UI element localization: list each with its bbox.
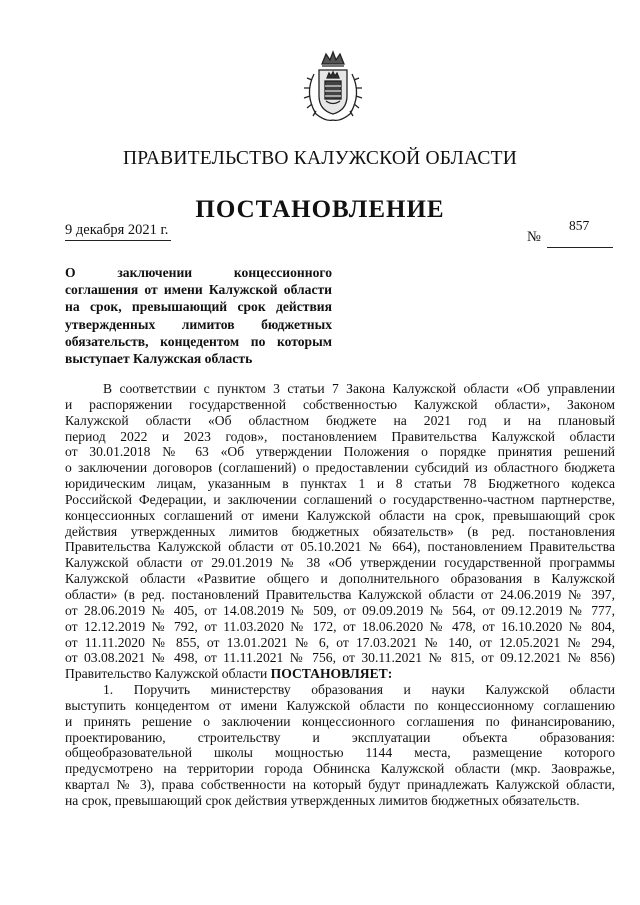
item1-line: проектированию, строительству и эксплуатации объекта образования: [65,729,615,745]
resolve-word: ПОСТАНОВЛЯЕТ: [270,666,393,682]
subject-line: выступает Калужская область [65,351,253,367]
body-line: Правительства Калужской области от 05.10.2021 № 664), постановлением Правительства [65,539,615,555]
document-body [65,381,615,809]
document-subject [65,264,332,367]
item1-line: предусмотрено на территории города Обнинска Калужской области (мкр. Заовражье, [65,761,615,777]
organization-title: ПРАВИТЕЛЬСТВО КАЛУЖСКОЙ ОБЛАСТИ [123,148,517,169]
item1-line: общеобразовательной школы мощностью 1144 места, размещение которого [65,745,615,761]
body-line: от 30.01.2018 № 63 «Об утверждении Положения о порядке принятия решений [65,444,615,460]
body-line: от 11.11.2020 № 855, от 13.01.2021 № 6, от 17.03.2021 № 140, от 12.05.2021 № 294, [65,634,615,650]
body-line: действия утвержденных лимитов бюджетных обязательств» (в ред. постановления [65,523,615,539]
body-line: и распоряжении государственной собственностью Калужской области», Законом [65,396,615,412]
document-number-block [527,218,617,251]
body-line: области» (в ред. постановлений Правительства Калужской области от 24.06.2019 № 397, [65,586,615,602]
subject-line: соглашения от имени Калужской области [65,282,332,298]
resolve-line [65,666,615,682]
date-underline [65,240,171,241]
body-line: Российской Федерации, и заключении соглашений о государственно-частном партнерстве, [65,491,615,507]
number-sign: № [527,229,541,245]
item1-line: квартал № 3), права собственности на который будут принадлежать Калужской области, [65,777,615,793]
item1-line: и принять решение о заключении концессионного соглашения по финансированию, [65,713,615,729]
body-line: о заключении договоров (соглашений) о предоставлении субсидий из областного бюджета [65,460,615,476]
body-line: от 03.08.2021 № 498, от 11.11.2021 № 756, от 30.11.2021 № 815, от 09.12.2021 № 856) [65,650,615,666]
body-line: период 2022 и 2023 годов», постановлением Правительства Калужской области [65,428,615,444]
body-line: Калужской области «Развитие общего и дополнительного образования в Калужской [65,571,615,587]
body-line: от 28.06.2019 № 405, от 14.08.2019 № 509, от 09.09.2019 № 564, от 09.12.2019 № 777, [65,602,615,618]
coat-of-arms-emblem [300,48,366,124]
subject-line: утвержденных лимитов бюджетных [65,316,332,332]
body-line: Калужской области от 29.01.2019 № 38 «Об утверждении государственной программы [65,555,615,571]
document-number: 857 [569,218,590,233]
item1-line: выступить концедентом от имени Калужской области по концессионному соглашению [65,697,615,713]
body-line: концессионных соглашений от имени Калужской области на срок, превышающий срок [65,507,615,523]
document-type-heading: ПОСТАНОВЛЕНИЕ [195,196,445,223]
body-line: от 12.12.2019 № 792, от 11.03.2020 № 172, от 18.06.2020 № 478, от 16.10.2020 № 804, [65,618,615,634]
number-underline [547,247,613,248]
resolve-prefix: Правительство Калужской области [65,666,271,682]
body-line: Калужской области «Об областном бюджете на 2021 год и на плановый [65,412,615,428]
body-line: юридическим лицам, указанным в пунктах 1 и 8 статьи 78 Бюджетного кодекса [65,476,615,492]
document-date: 9 декабря 2021 г. [65,222,169,238]
subject-line: обязательств, концедентом по которым [65,333,332,349]
subject-line: на срок, превышающий срок действия [65,299,332,315]
item1-line: 1. Поручить министерству образования и науки Калужской области [103,682,615,698]
item1-line: на срок, превышающий срок действия утвержденных лимитов бюджетных обязательств. [65,792,580,808]
subject-line: О заключении концессионного [65,265,332,280]
body-line: В соответствии с пунктом 3 статьи 7 Закона Калужской области «Об управлении [103,381,615,396]
